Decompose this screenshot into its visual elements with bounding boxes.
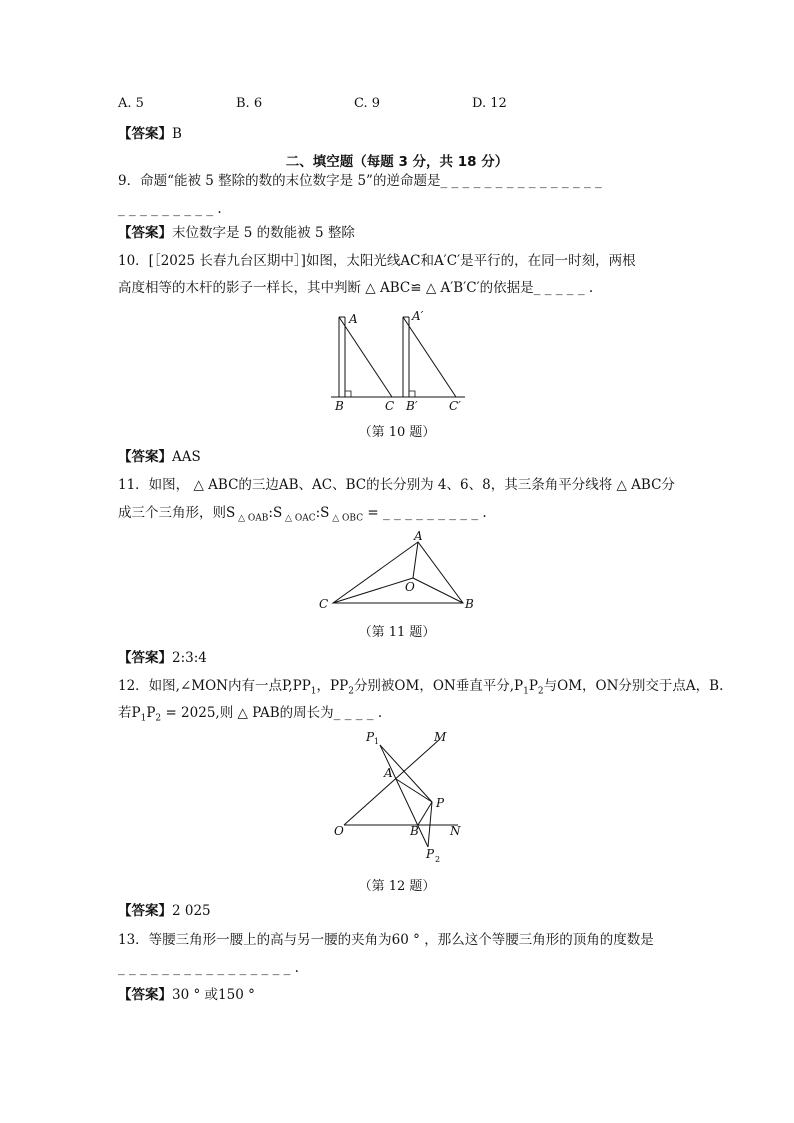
subscript: 1: [523, 686, 529, 697]
label-p2: P: [426, 847, 435, 861]
label-a: A: [349, 312, 358, 326]
q13-answer: [118, 985, 255, 1005]
separator: :S: [268, 505, 283, 521]
text-segment: ，PP: [316, 678, 349, 694]
label-b: B: [465, 597, 474, 611]
answer-text: AAS: [172, 449, 201, 465]
q8-answer: [118, 124, 182, 144]
q11-caption: （第 11 题）: [358, 625, 436, 640]
q9-line1: 9．命题“能被 5 整除的数的末位数字是 5”的逆命题是_ _ _ _ _ _ _ _ _ _ _ _ _ _ _: [118, 173, 602, 189]
q11-line2-post: = _ _ _ _ _ _ _ _ _ .: [363, 505, 487, 521]
text-segment: = 2025,则 △ PAB的周长为_ _ _ _ .: [161, 705, 383, 721]
q10-answer: [118, 447, 201, 467]
label-o: O: [334, 824, 344, 838]
q11-line1: 11．如图， △ ABC的三边AB、AC、BC的长分别为 4、6、8，其三条角平分线将 △ ABC分: [118, 477, 675, 493]
choice-c: C. 9: [354, 96, 381, 111]
label-p2-sub: 2: [435, 855, 441, 864]
text-segment: P: [528, 678, 538, 694]
answer-label: 【答案】: [118, 225, 172, 241]
label-p1-sub: 1: [374, 737, 380, 746]
subscript: △ OBC: [329, 513, 364, 524]
answer-label: 【答案】: [118, 903, 172, 919]
subscript: 2: [348, 686, 354, 697]
answer-label: 【答案】: [118, 126, 172, 142]
text-segment: 与OM，ON分别交于点A，B.: [543, 678, 724, 694]
label-a: A: [384, 766, 393, 780]
label-a-prime: A′: [412, 309, 424, 323]
q9-answer: [118, 223, 355, 243]
choice-a: A. 5: [118, 96, 144, 111]
subscript: △ OAB: [235, 513, 269, 524]
subscript: △ OAC: [282, 513, 316, 524]
q13-line2: _ _ _ _ _ _ _ _ _ _ _ _ _ _ _ _ .: [118, 960, 299, 976]
q11-figure: [315, 528, 485, 613]
q12-figure: [330, 725, 470, 870]
separator: :S: [315, 505, 330, 521]
text-segment: 12．如图,∠MON内有一点P,PP: [118, 678, 311, 694]
label-c-prime: C′: [449, 399, 461, 413]
q11-line2-pre: 成三个三角形，则S: [118, 505, 236, 521]
answer-text: 2:3:4: [172, 650, 207, 666]
q9-line2: _ _ _ _ _ _ _ _ _ .: [118, 201, 222, 217]
q11-line2: [118, 503, 487, 529]
answer-label: 【答案】: [118, 449, 172, 465]
subscript: 2: [537, 686, 544, 697]
label-b-prime: B′: [406, 399, 418, 413]
q12-answer: [118, 901, 211, 921]
answer-label: 【答案】: [118, 650, 172, 666]
q10-caption: （第 10 题）: [358, 425, 436, 440]
q10-line2: 高度相等的木杆的影子一样长，其中判断 △ ABC≌ △ A′B′C′的依据是_ _ _ _ _ .: [118, 280, 594, 296]
choice-d: D. 12: [472, 96, 507, 111]
answer-text: 30 ° 或150 °: [172, 987, 255, 1003]
subscript: 2: [155, 713, 162, 724]
label-m: M: [434, 730, 447, 744]
q10-line1: 10．[［2025 长春九台区期中］]如图，太阳光线AC和A′C′是平行的，在同一时刻，两根: [118, 253, 636, 269]
answer-text: 2 025: [172, 903, 211, 919]
answer-label: 【答案】: [118, 987, 172, 1003]
label-p: P: [436, 796, 445, 810]
label-a: A: [414, 529, 423, 543]
text-segment: P: [146, 705, 156, 721]
q12-line1: [118, 676, 723, 702]
section-title: 二、填空题（每题 3 分，共 18 分）: [285, 154, 509, 170]
text-segment: 若P: [118, 705, 141, 721]
q13-line1: 13．等腰三角形一腰上的高与另一腰的夹角为60 ° ，那么这个等腰三角形的顶角的度数是: [118, 932, 654, 948]
answer-text: B: [172, 126, 182, 142]
q11-answer: [118, 648, 207, 668]
label-c: C: [319, 597, 329, 611]
subscript: 1: [310, 686, 317, 697]
choice-b: B. 6: [236, 96, 263, 111]
label-p1: P: [366, 730, 375, 744]
q12-caption: （第 12 题）: [358, 879, 436, 894]
q10-figure: [325, 305, 475, 415]
answer-text: 末位数字是 5 的数能被 5 整除: [172, 225, 355, 241]
label-n: N: [450, 824, 461, 838]
label-o: O: [405, 580, 415, 594]
label-b: B: [335, 399, 344, 413]
label-b: B: [410, 824, 419, 838]
label-c: C: [385, 399, 395, 413]
subscript: 1: [140, 713, 147, 724]
text-segment: 分别被OM，ON垂直平分,P: [353, 678, 524, 694]
